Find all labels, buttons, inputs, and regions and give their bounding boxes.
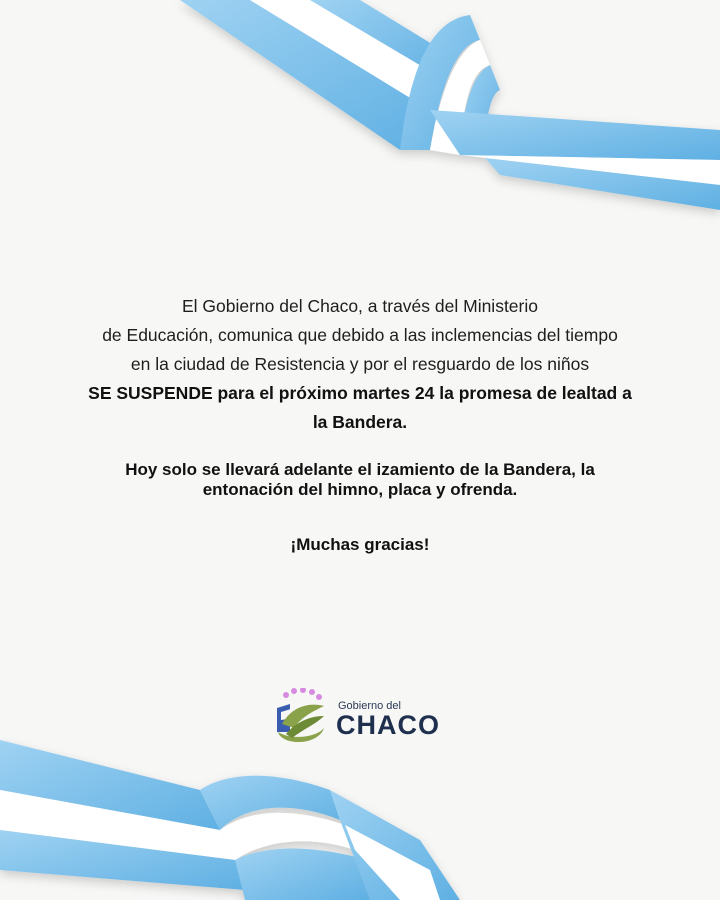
paragraph-line: Hoy solo se llevará adelante el izamiento de la Bandera, la	[125, 460, 595, 479]
closing-thanks: ¡Muchas gracias!	[290, 535, 430, 554]
suspension-notice-line: la Bandera.	[312, 412, 408, 432]
logo-big-text: CHACO	[336, 710, 440, 740]
paragraph-line: entonación del himno, placa y ofrenda.	[202, 480, 518, 499]
chaco-emblem-icon	[272, 688, 332, 750]
paragraph-line: El Gobierno del Chaco, a través del Ministerio	[181, 296, 538, 316]
paragraph-line: de Educación, comunica que debido a las inclemencias del tiempo	[102, 325, 618, 345]
secondary-paragraph	[0, 460, 720, 500]
announcement-text	[0, 292, 720, 555]
main-paragraph	[0, 292, 720, 437]
gobierno-chaco-logo	[272, 688, 462, 752]
logo-small-text: Gobierno del	[338, 700, 401, 712]
paragraph-line: en la ciudad de Resistencia y por el resguardo de los niños	[130, 354, 590, 374]
suspension-notice-line: SE SUSPENDE para el próximo martes 24 la promesa de lealtad a	[88, 383, 632, 403]
